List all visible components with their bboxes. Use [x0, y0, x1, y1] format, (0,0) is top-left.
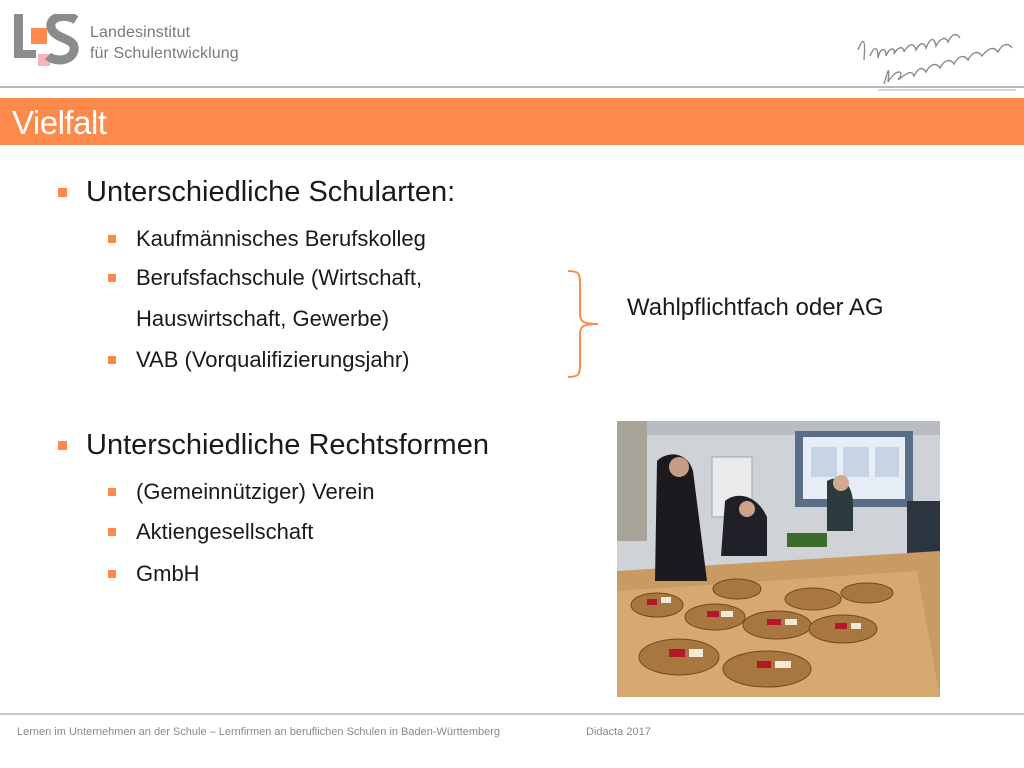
- header-divider: [0, 86, 1024, 88]
- bullet-marker-icon: [108, 528, 116, 536]
- bullet-marker-icon: [108, 274, 116, 282]
- bullet-marker-icon: [108, 235, 116, 243]
- list-item: [108, 479, 374, 505]
- bullet-marker-icon: [58, 188, 67, 197]
- list-item: [108, 265, 422, 291]
- brace-note: Wahlpflichtfach oder AG: [627, 294, 884, 321]
- institute-name: [90, 22, 239, 64]
- slide-title: Vielfalt: [12, 104, 107, 141]
- footer-text: Lernen im Unternehmen an der Schule – Lernfirmen an beruflichen Schulen in Baden-Württemberg: [17, 726, 501, 738]
- list-item-text: Kaufmännisches Berufskolleg: [136, 226, 426, 251]
- list-item: [108, 347, 410, 373]
- bullet-marker-icon: [108, 488, 116, 496]
- title-bar: [0, 98, 1024, 145]
- bullet-schularten: [58, 176, 455, 209]
- bullet-rechtsformen: [58, 429, 489, 462]
- institute-line1: Landesinstitut: [90, 24, 191, 41]
- signature-logo: [848, 12, 1018, 92]
- footer-divider: [0, 713, 1024, 715]
- list-item-text: Aktiengesellschaft: [136, 519, 314, 544]
- heading-rechtsformen: Unterschiedliche Rechtsformen: [86, 429, 489, 461]
- curly-brace-icon: [566, 268, 606, 380]
- bullet-marker-icon: [108, 570, 116, 578]
- list-item: [108, 226, 426, 252]
- footer-event: Didacta 2017: [586, 726, 651, 738]
- list-item: [108, 519, 313, 545]
- bullet-marker-icon: [58, 441, 67, 450]
- classroom-photo-illustration: [617, 421, 940, 697]
- institute-line2: für Schulentwicklung: [90, 45, 239, 62]
- list-item-text: VAB (Vorqualifizierungsjahr): [136, 347, 410, 372]
- classroom-photo: [617, 421, 940, 697]
- list-item-text: (Gemeinnütziger) Verein: [136, 479, 375, 504]
- bullet-marker-icon: [108, 356, 116, 364]
- list-item-text: Berufsfachschule (Wirtschaft,: [136, 265, 423, 290]
- heading-schularten: Unterschiedliche Schularten:: [86, 176, 456, 208]
- list-item: [108, 561, 200, 587]
- list-item-continuation: Hauswirtschaft, Gewerbe): [136, 306, 390, 331]
- ls-logo-icon: [14, 14, 82, 70]
- list-item-text: GmbH: [136, 561, 200, 586]
